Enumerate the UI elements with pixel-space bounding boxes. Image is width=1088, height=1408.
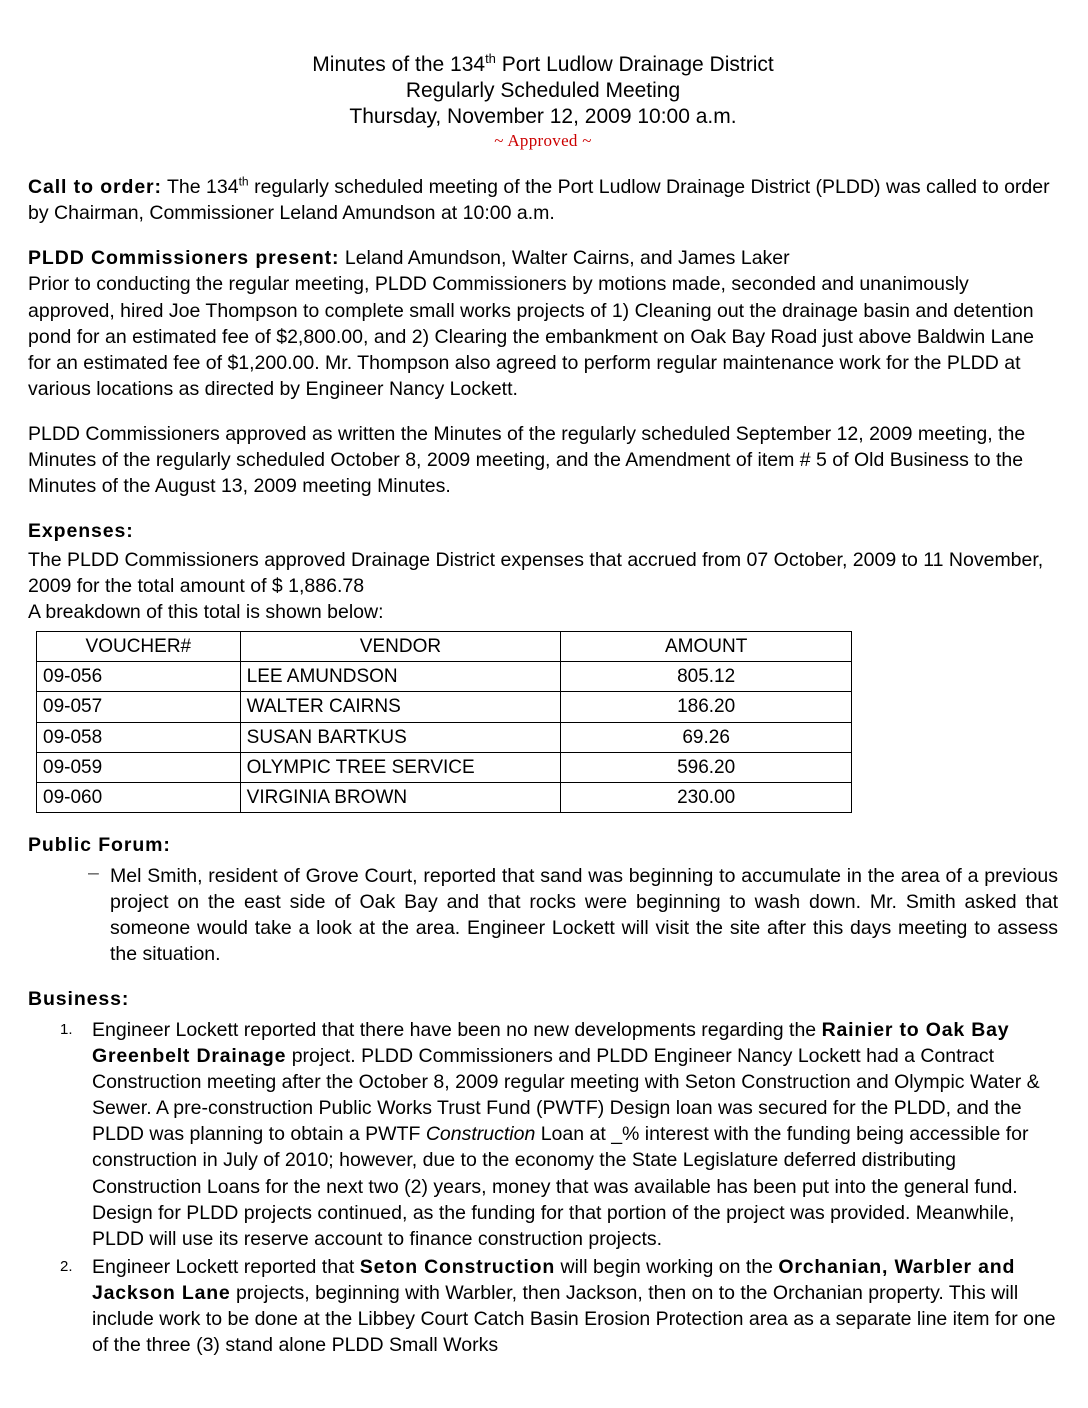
list-item: – Mel Smith, resident of Grove Court, reported that sand was beginning to accumulate in the area of a previous project on the east side of Oak Bay and that rocks were beginning to wash down. Mr. Smith asked that someone would take a look at the area. Engineer Lockett will visit the site after this days meeting to assess the situation.	[88, 863, 1058, 967]
table-row	[37, 752, 852, 782]
business-item2-post: projects, beginning with Warbler, then Jackson, then on to the Orchanian property. This will include work to be done at the Libbey Court Catch Basin Erosion Protection area as a separate line item for one of the three (3) stand alone PLDD Small Works	[92, 1281, 1056, 1356]
header-line-1	[28, 52, 1058, 78]
cell-vendor: VIRGINIA BROWN	[240, 783, 561, 813]
expenses-heading: Expenses:	[28, 519, 134, 542]
cell-amount: 186.20	[561, 692, 852, 722]
call-to-order-paragraph	[28, 174, 1058, 226]
header-line-2: Regularly Scheduled Meeting	[405, 78, 681, 102]
public-forum-heading: Public Forum:	[28, 834, 171, 857]
table-row	[37, 783, 852, 813]
business-item1-project-name: Rainier to Oak Bay Greenbelt Drainage	[92, 1019, 1010, 1068]
call-to-order-post: regularly scheduled meeting of the Port Ludlow Drainage District (PLDD) was called to order by Chairman, Commissioner Leland Amundson at 10:00 a.m.	[28, 176, 1050, 225]
business-item1-pre: Engineer Lockett reported that there have been no new developments regarding the	[92, 1019, 822, 1042]
business-item2-project-name: Orchanian, Warbler and Jackson Lane	[92, 1255, 1016, 1304]
business-list	[28, 1017, 1058, 1357]
cell-voucher: 09-057	[37, 692, 241, 722]
header-line-1-pre: Minutes of the 134	[312, 53, 486, 76]
spacer	[28, 226, 1058, 245]
column-header-voucher: VOUCHER#	[37, 631, 241, 661]
business-item1-italic: Construction	[425, 1123, 536, 1146]
document-header	[28, 52, 1058, 152]
commissioners-label: PLDD Commissioners present:	[28, 247, 340, 270]
table-row	[37, 722, 852, 752]
expenses-table	[36, 631, 852, 814]
header-line-1-post: Port Ludlow Drainage District	[495, 53, 774, 76]
minutes-approval-paragraph: PLDD Commissioners approved as written the Minutes of the regularly scheduled September 12, 2009 meeting, the Minutes of the regularly scheduled October 8, 2009 meeting, and the Amendment of item # 5 of Old Business to the Minutes of the August 13, 2009 meeting Minutes.	[28, 422, 1026, 497]
column-header-amount: AMOUNT	[561, 631, 852, 661]
column-header-vendor: VENDOR	[240, 631, 561, 661]
commissioners-present-line	[28, 245, 1058, 271]
cell-vendor: LEE AMUNDSON	[240, 662, 561, 692]
cell-vendor: OLYMPIC TREE SERVICE	[240, 752, 561, 782]
header-line-1-sup: th	[485, 51, 496, 66]
cell-amount: 805.12	[561, 662, 852, 692]
cell-voucher: 09-059	[37, 752, 241, 782]
table-row	[37, 692, 852, 722]
cell-vendor: WALTER CAIRNS	[240, 692, 561, 722]
commissioners-names: Leland Amundson, Walter Cairns, and James Laker	[339, 247, 790, 270]
list-item	[86, 1254, 1058, 1358]
cell-amount: 596.20	[561, 752, 852, 782]
business-item2-mid: will begin working on the	[555, 1255, 779, 1278]
business-item1-mid: project. PLDD Commissioners and PLDD Engineer Nancy Lockett had a Contract Construction meeting after the October 8, 2009 regular meeting with Seton Construction and Olympic Water & Sewer. A pre-construction Public Works Trust Fund (PWTF) Design loan was secured for the PLDD, and the PLDD was planning to obtain a PWTF	[92, 1045, 1040, 1146]
expenses-breakdown-note: A breakdown of this total is shown below:	[28, 600, 384, 623]
call-to-order-sup: th	[238, 174, 249, 189]
document-body	[28, 174, 1058, 1357]
call-to-order-label: Call to order:	[28, 176, 162, 199]
cell-amount: 69.26	[561, 722, 852, 752]
commissioners-paragraph: Prior to conducting the regular meeting, PLDD Commissioners by motions made, seconded and unanimously approved, hired Joe Thompson to complete small works projects of 1) Cleaning out the drainage basin and detention pond for an estimated fee of $2,800.00, and 2) Clearing the embankment on Oak Bay Road just above Baldwin Lane for an estimated fee of $1,200.00. Mr. Thompson also agreed to perform regular maintenance work for the PLDD at various locations as directed by Engineer Nancy Lockett.	[28, 273, 1034, 400]
expenses-intro: The PLDD Commissioners approved Drainage District expenses that accrued from 07 October, 2009 to 11 November, 2009 for the total amount of $ 1,886.78	[28, 548, 1044, 597]
cell-voucher: 09-056	[37, 662, 241, 692]
cell-voucher: 09-060	[37, 783, 241, 813]
cell-voucher: 09-058	[37, 722, 241, 752]
business-item2-pre: Engineer Lockett reported that	[92, 1255, 360, 1278]
approval-status: ~ Approved ~	[494, 131, 592, 151]
spacer	[28, 402, 1058, 421]
business-item2-contractor: Seton Construction	[359, 1255, 556, 1278]
business-item1-post: Loan at _% interest with the funding being accessible for construction in July of 2010; however, due to the economy the State Legislature deferred distributing Construction Loans for the next two (2) years, money that was available has been put into the general fund. Design for PLDD projects continued, as the funding for that portion of the project was provided. Meanwhile, PLDD will use its reserve account to finance construction projects.	[92, 1123, 1029, 1250]
table-row	[37, 662, 852, 692]
call-to-order-pre: The 134	[161, 176, 239, 199]
cell-vendor: SUSAN BARTKUS	[240, 722, 561, 752]
cell-amount: 230.00	[561, 783, 852, 813]
table-header-row	[37, 631, 852, 661]
list-item	[86, 1017, 1058, 1251]
public-forum-list	[28, 863, 1058, 967]
business-heading: Business:	[28, 988, 130, 1011]
header-line-3: Thursday, November 12, 2009 10:00 a.m.	[349, 104, 737, 128]
